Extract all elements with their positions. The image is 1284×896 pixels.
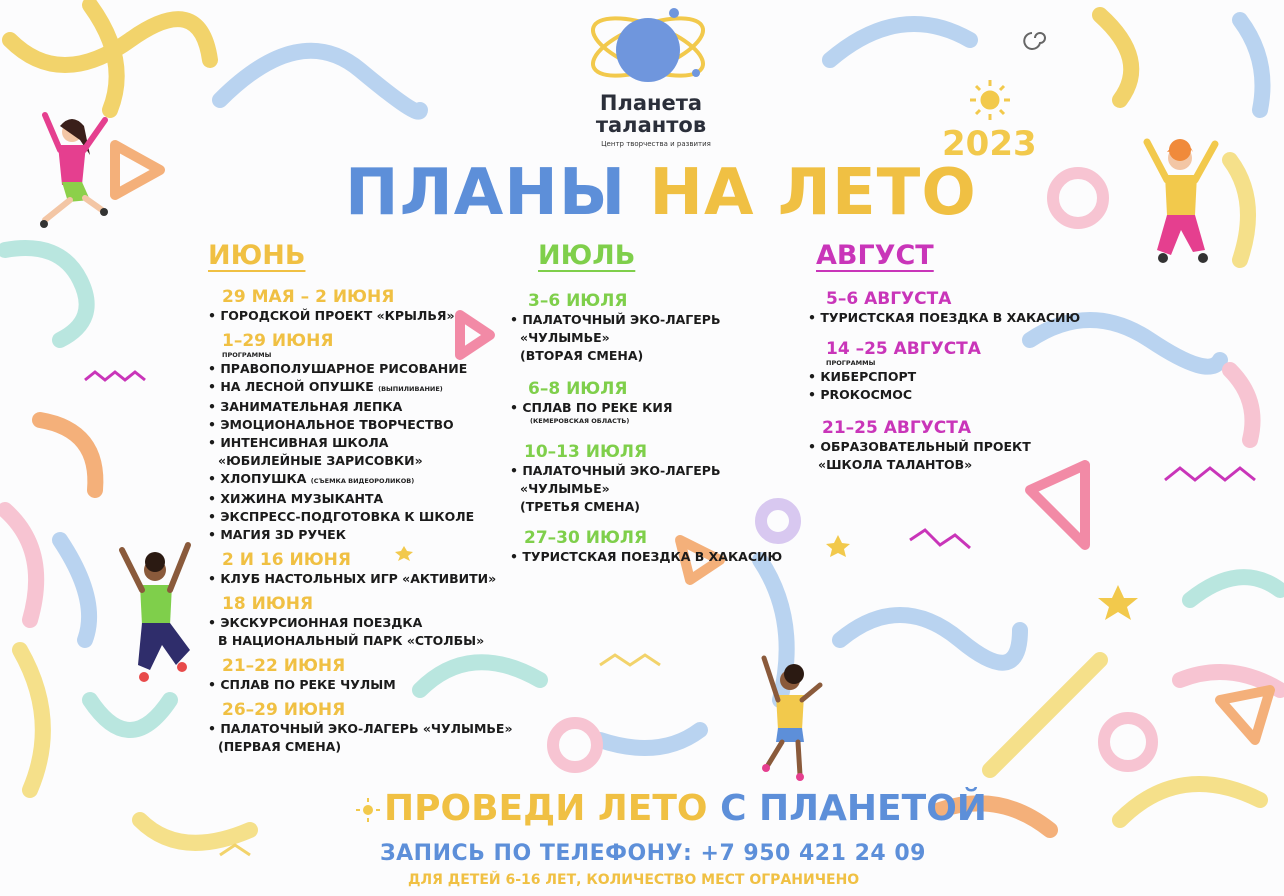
slogan-part1: ПРОВЕДИ ЛЕТО bbox=[384, 788, 708, 829]
slogan-part2: С ПЛАНЕТОЙ bbox=[720, 788, 987, 829]
june-item-cont: В НАЦИОНАЛЬНЫЙ ПАРК «СТОЛБЫ» bbox=[218, 633, 485, 648]
june-programs-label: ПРОГРАММЫ bbox=[222, 351, 272, 359]
june-column bbox=[208, 240, 513, 756]
june-item-cont: (ПЕРВАЯ СМЕНА) bbox=[218, 739, 342, 754]
august-item-cont: «ШКОЛА ТАЛАНТОВ» bbox=[818, 457, 973, 472]
year: 2023 bbox=[942, 124, 1037, 164]
boy-jumping-illustration bbox=[1135, 130, 1225, 280]
june-item: • ЭМОЦИОНАЛЬНОЕ ТВОРЧЕСТВО bbox=[208, 416, 498, 434]
august-date-2: 14 –25 АВГУСТА bbox=[826, 339, 981, 359]
slogan bbox=[384, 788, 987, 829]
age-note: ДЛЯ ДЕТЕЙ 6-16 ЛЕТ, КОЛИЧЕСТВО МЕСТ ОГРАНИЧЕНО bbox=[408, 872, 860, 888]
july-date-3: 10–13 ИЮЛЯ bbox=[524, 442, 648, 462]
july-item-cont: (ВТОРАЯ СМЕНА) bbox=[520, 348, 644, 363]
june-item bbox=[208, 470, 498, 490]
august-title: АВГУСТ bbox=[816, 240, 934, 271]
august-date-3: 21–25 АВГУСТА bbox=[822, 418, 972, 438]
planet-logo-icon bbox=[586, 5, 716, 90]
june-title: ИЮНЬ bbox=[208, 240, 306, 271]
june-item: • ИНТЕНСИВНАЯ ШКОЛА bbox=[208, 434, 498, 452]
july-item: • СПЛАВ ПО РЕКЕ КИЯ bbox=[510, 399, 810, 417]
july-item-cont: (ТРЕТЬЯ СМЕНА) bbox=[520, 499, 640, 514]
august-item: • ОБРАЗОВАТЕЛЬНЫЙ ПРОЕКТ bbox=[808, 438, 1118, 456]
june-date-3: 2 И 16 ИЮНЯ bbox=[222, 550, 351, 570]
august-programs-label: ПРОГРАММЫ bbox=[826, 359, 876, 367]
title-part2: НА ЛЕТО bbox=[649, 156, 977, 230]
june-date-5: 21–22 ИЮНЯ bbox=[222, 656, 346, 676]
july-item: • ТУРИСТСКАЯ ПОЕЗДКА В ХАКАСИЮ bbox=[510, 548, 810, 566]
june-item-note: (ВЫПИЛИВАНИЕ) bbox=[378, 385, 443, 393]
june-item-note: (СЪЕМКА ВИДЕОРОЛИКОВ) bbox=[310, 477, 415, 485]
july-item-note: (КЕМЕРОВСКАЯ ОБЛАСТЬ) bbox=[530, 417, 630, 425]
july-date-4: 27–30 ИЮЛЯ bbox=[524, 528, 648, 548]
june-date-2: 1–29 ИЮНЯ bbox=[222, 331, 334, 351]
july-date-2: 6–8 ИЮЛЯ bbox=[528, 379, 628, 399]
june-date-1: 29 МАЯ – 2 ИЮНЯ bbox=[222, 287, 395, 307]
logo-text bbox=[566, 92, 736, 136]
june-date-4: 18 ИЮНЯ bbox=[222, 594, 314, 614]
title-part1: ПЛАНЫ bbox=[345, 156, 627, 230]
june-item-text: ХЛОПУШКА bbox=[220, 471, 307, 486]
logo-tagline: Центр творчества и развития bbox=[601, 140, 711, 148]
august-date-1: 5–6 АВГУСТА bbox=[826, 289, 952, 309]
june-item-text: НА ЛЕСНОЙ ОПУШКЕ bbox=[220, 379, 374, 394]
july-column bbox=[510, 240, 810, 566]
june-item: • СПЛАВ ПО РЕКЕ ЧУЛЫМ bbox=[208, 676, 498, 694]
phone-line[interactable]: ЗАПИСЬ ПО ТЕЛЕФОНУ: +7 950 421 24 09 bbox=[380, 841, 926, 866]
august-column bbox=[808, 240, 1118, 474]
july-item-cont: «ЧУЛЫМЬЕ» bbox=[520, 330, 610, 345]
august-item: • PROКОСМОС bbox=[808, 386, 1118, 404]
boy-green-shirt-illustration bbox=[110, 535, 200, 690]
june-item: • ГОРОДСКОЙ ПРОЕКТ «КРЫЛЬЯ» bbox=[208, 307, 498, 325]
july-item: • ПАЛАТОЧНЫЙ ЭКО-ЛАГЕРЬ bbox=[510, 311, 810, 329]
june-item: • ЭКСКУРСИОННАЯ ПОЕЗДКА bbox=[208, 614, 498, 632]
july-item: • ПАЛАТОЧНЫЙ ЭКО-ЛАГЕРЬ bbox=[510, 462, 810, 480]
july-title: ИЮЛЬ bbox=[538, 240, 636, 271]
june-item: • МАГИЯ 3D РУЧЕК bbox=[208, 526, 498, 544]
june-item: • ХИЖИНА МУЗЫКАНТА bbox=[208, 490, 498, 508]
august-item: • ТУРИСТСКАЯ ПОЕЗДКА В ХАКАСИЮ bbox=[808, 309, 1118, 327]
july-date-1: 3–6 ИЮЛЯ bbox=[528, 291, 628, 311]
june-item-cont: «ЮБИЛЕЙНЫЕ ЗАРИСОВКИ» bbox=[218, 453, 423, 468]
june-item: • ПРАВОПОЛУШАРНОЕ РИСОВАНИЕ bbox=[208, 360, 498, 378]
logo-line1: Планета bbox=[599, 91, 703, 115]
june-item: • ЗАНИМАТЕЛЬНАЯ ЛЕПКА bbox=[208, 398, 498, 416]
june-date-6: 26–29 ИЮНЯ bbox=[222, 700, 346, 720]
july-item-cont: «ЧУЛЫМЬЕ» bbox=[520, 481, 610, 496]
june-item: • ЭКСПРЕСС-ПОДГОТОВКА К ШКОЛЕ bbox=[208, 508, 498, 526]
page-title bbox=[345, 158, 977, 228]
june-item bbox=[208, 378, 498, 398]
august-item: • КИБЕРСПОРТ bbox=[808, 368, 1118, 386]
june-item: • ПАЛАТОЧНЫЙ ЭКО-ЛАГЕРЬ «ЧУЛЫМЬЕ» bbox=[208, 720, 498, 738]
girl-jumping-illustration bbox=[20, 100, 120, 240]
logo-line2: талантов bbox=[595, 113, 707, 137]
girl-yellow-shirt-illustration bbox=[750, 650, 830, 785]
june-item: • КЛУБ НАСТОЛЬНЫХ ИГР «АКТИВИТИ» bbox=[208, 570, 498, 588]
